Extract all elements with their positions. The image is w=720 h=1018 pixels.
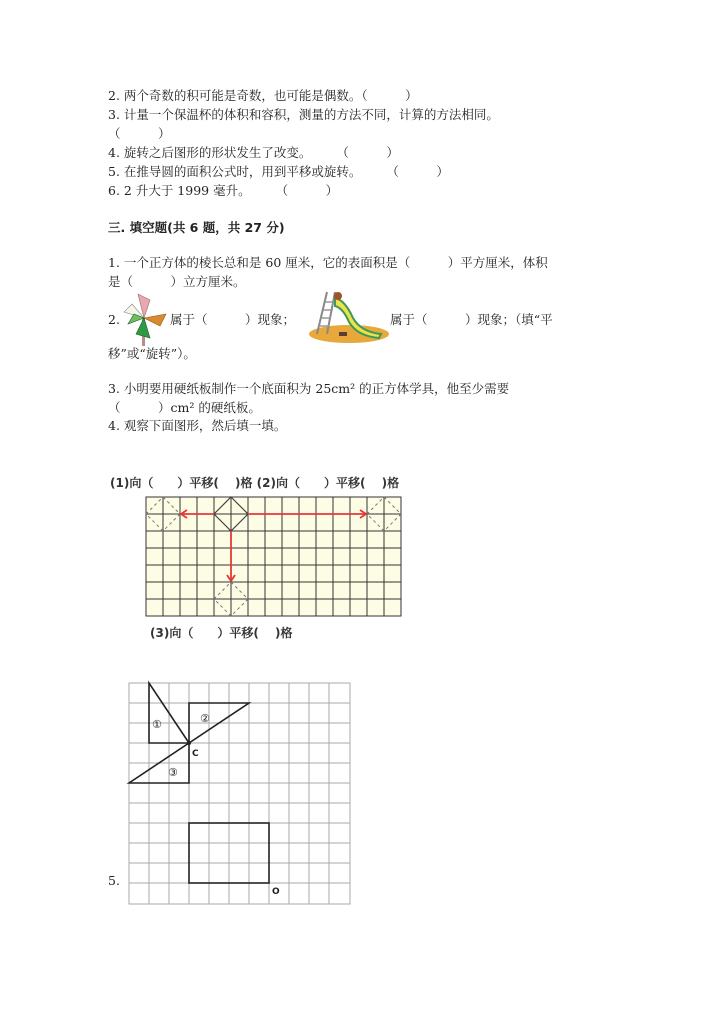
fill-question-1-line2: 是（ ）立方厘米。 bbox=[108, 274, 246, 289]
translation-grid-figure bbox=[143, 494, 403, 618]
fill-question-2-part1: 属于（ ）现象； bbox=[170, 312, 296, 327]
tf-question-4: 4. 旋转之后图形的形状发生了改变。 （ ） bbox=[108, 145, 399, 160]
rotation-grid-figure bbox=[126, 680, 356, 910]
fill-question-4: 4. 观察下面图形，然后填一填。 bbox=[108, 418, 287, 433]
tf-question-3-blank: （ ） bbox=[108, 126, 171, 141]
fill-question-2-part2: 属于（ ）现象；（填“平 bbox=[390, 312, 553, 327]
tf-question-5: 5. 在推导圆的面积公式时，用到平移或旋转。 （ ） bbox=[108, 164, 449, 179]
triangle-2-label: ② bbox=[200, 712, 210, 725]
point-c-label: C bbox=[192, 749, 199, 759]
point-o-label: O bbox=[272, 887, 280, 897]
fill-question-5-prefix: 5. bbox=[108, 873, 120, 888]
translation-label-bottom: (3)向（ ）平移( )格 bbox=[150, 626, 293, 640]
fill-question-2-prefix: 2. bbox=[108, 312, 120, 327]
fill-question-2-line2: 移”或“旋转”）。 bbox=[108, 346, 196, 361]
fill-question-3-line1: 3. 小明要用硬纸板制作一个底面积为 25cm² 的正方体学具，他至少需要 bbox=[108, 381, 510, 396]
fill-question-3-line2: （ ）cm² 的硬纸板。 bbox=[108, 400, 261, 415]
translation-label-top: (1)向（ ）平移( )格 (2)向（ ）平移( )格 bbox=[110, 476, 400, 490]
pinwheel-image bbox=[122, 290, 168, 346]
tf-question-3: 3. 计量一个保温杯的体积和容积，测量的方法不同，计算的方法相同。 bbox=[108, 107, 499, 122]
tf-question-6: 6. 2 升大于 1999 毫升。 （ ） bbox=[108, 183, 339, 198]
tf-question-2: 2. 两个奇数的积可能是奇数，也可能是偶数。（ ） bbox=[108, 88, 418, 103]
slide-image bbox=[305, 288, 389, 344]
triangle-1-label: ① bbox=[152, 718, 162, 731]
section-title: 三. 填空题(共 6 题，共 27 分) bbox=[108, 220, 285, 235]
triangle-3-label: ③ bbox=[168, 766, 178, 779]
fill-question-1-line1: 1. 一个正方体的棱长总和是 60 厘米，它的表面积是（ ）平方厘米，体积 bbox=[108, 255, 548, 270]
